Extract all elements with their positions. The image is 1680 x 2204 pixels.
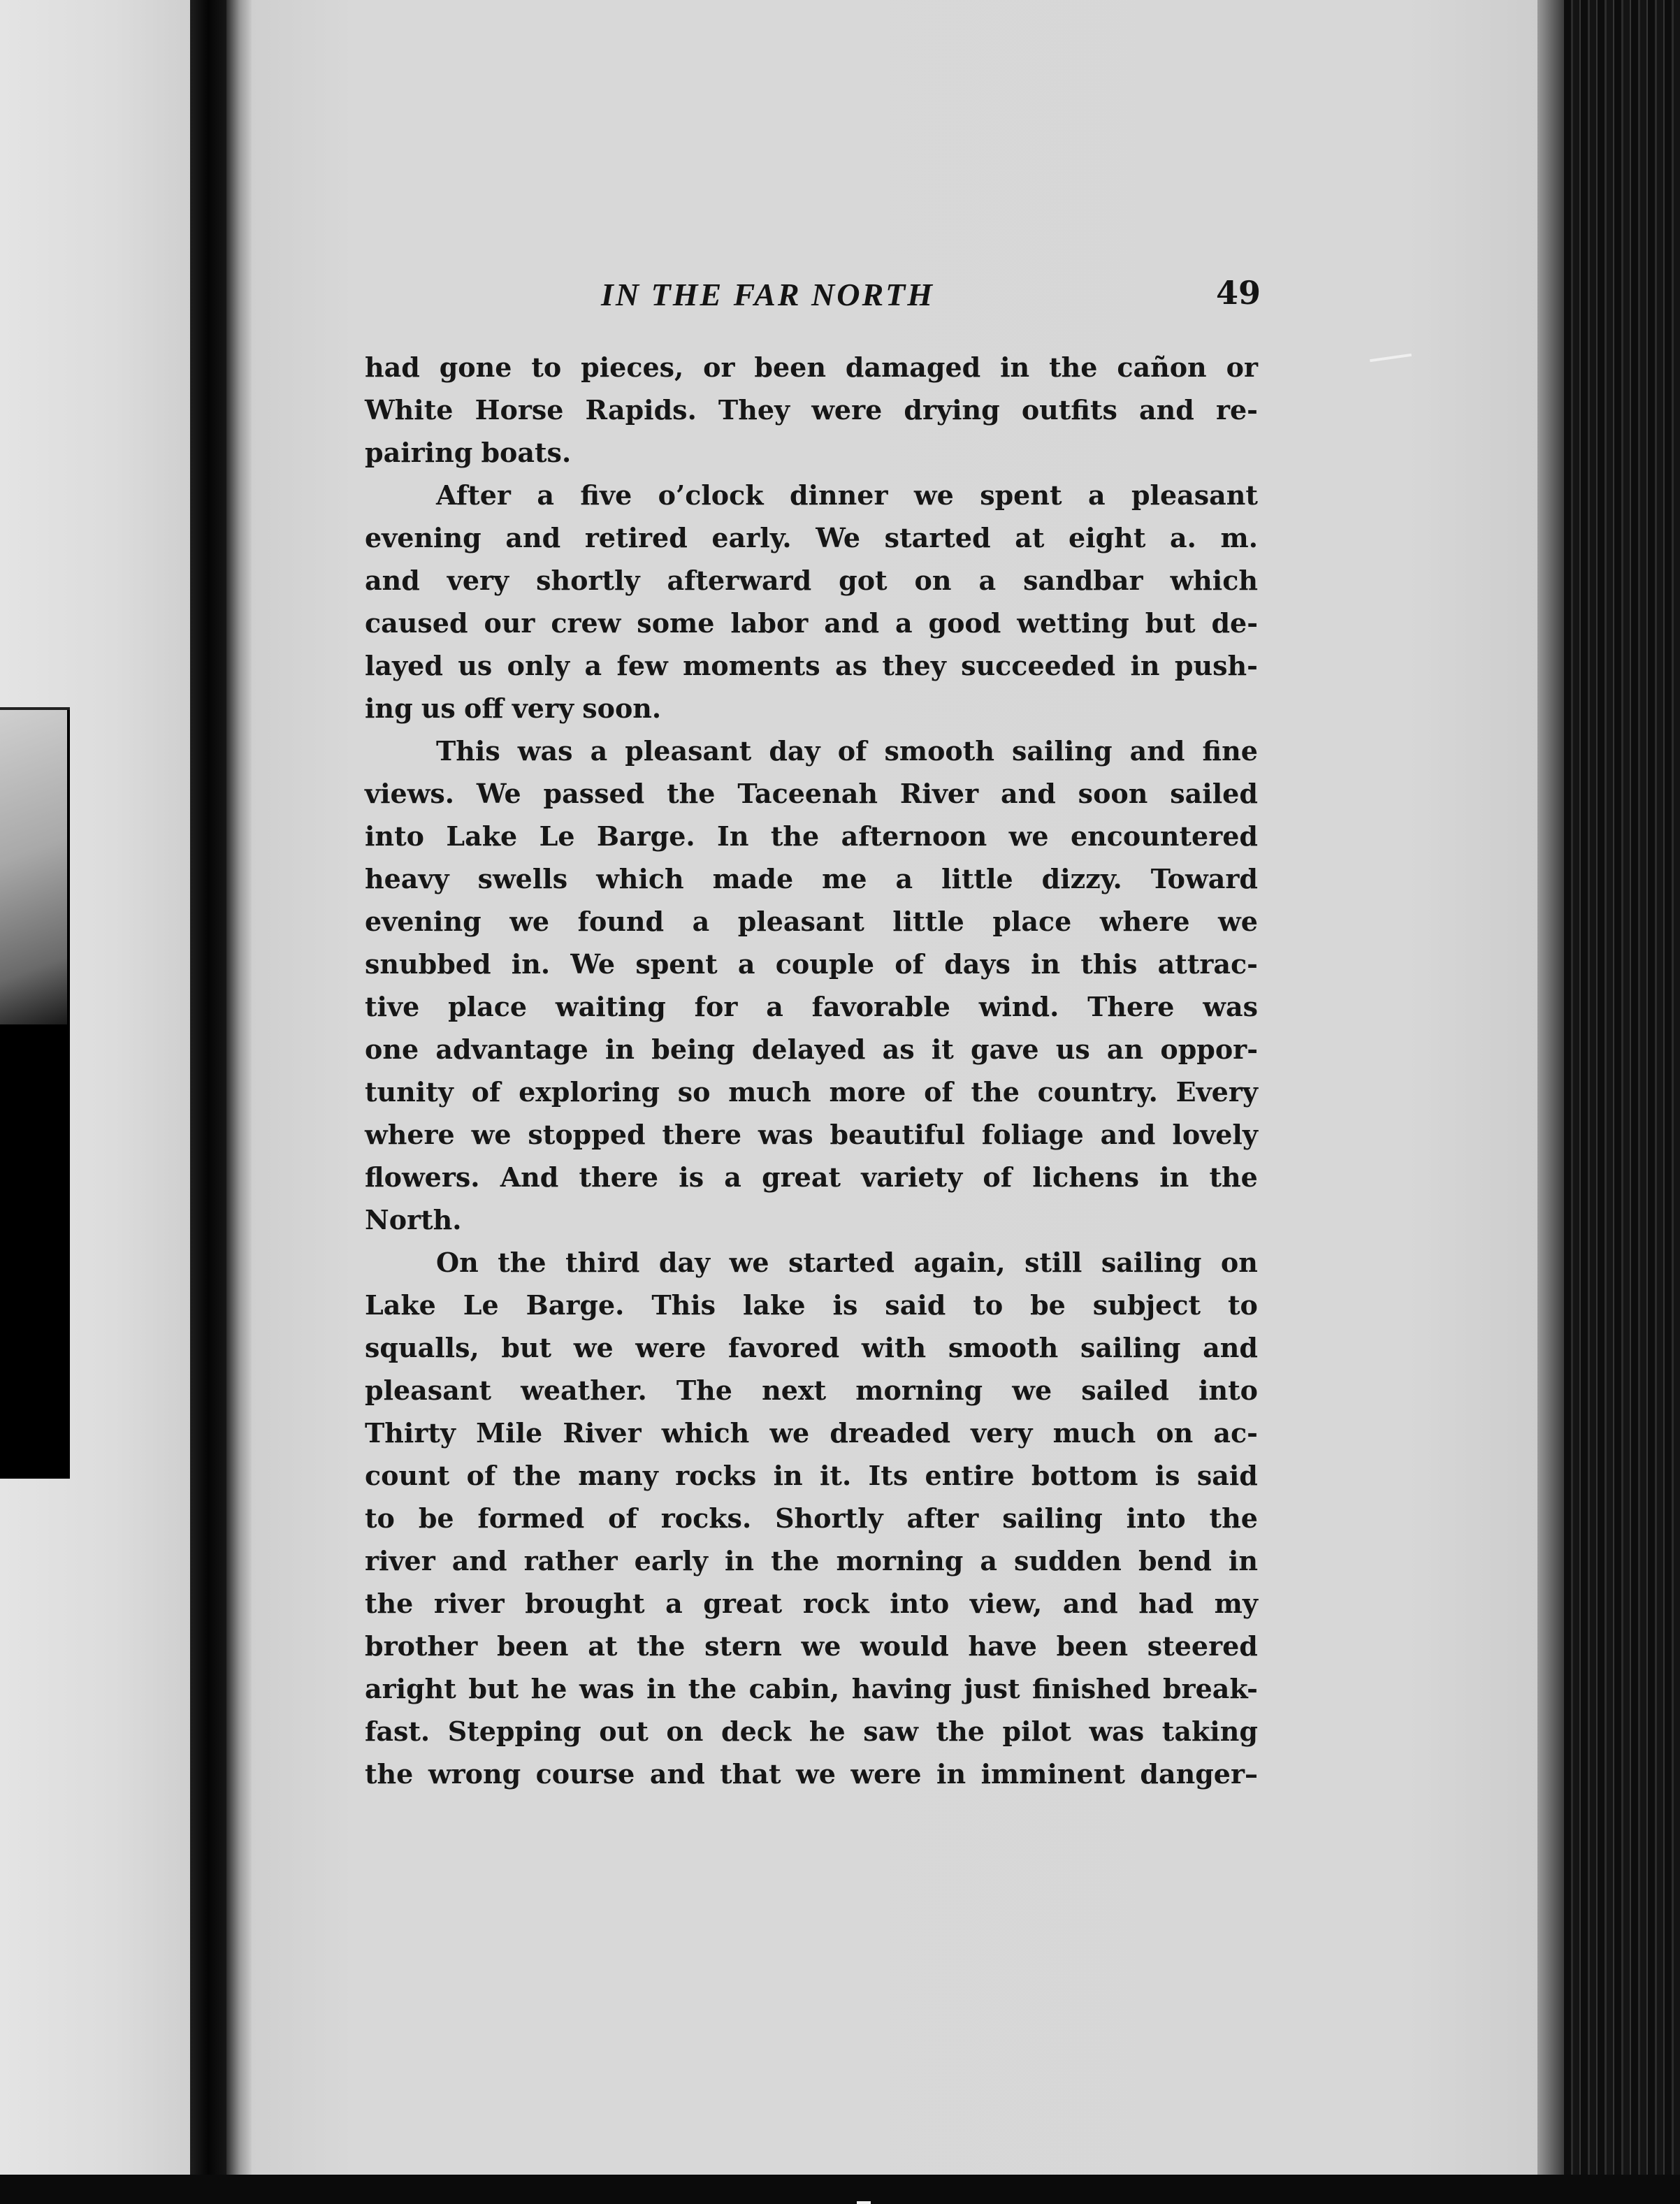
text-line: tunity of exploring so much more of the country. Every [365,1076,1258,1108]
text-line: evening and retired early. We started at eight a. m. [365,522,1258,553]
gutter-shadow [226,0,252,2175]
text-line: tive place waiting for a favorable wind. There was [365,991,1258,1022]
scan-speck [857,2201,871,2204]
text-line: layed us only a few moments as they succeeded in push- [365,650,1258,681]
text-line: the river brought a great rock into view, and had my [365,1588,1258,1619]
text-line: fast. Stepping out on deck he saw the pilot was taking [365,1716,1258,1747]
text-line: brother been at the stern we would have been steered [365,1630,1258,1662]
text-line: heavy swells which made me a little dizzy. Toward [365,863,1258,894]
text-line: pleasant weather. The next morning we sailed into [365,1375,1258,1406]
book-gutter [190,0,226,2175]
text-line: one advantage in being delayed as it gave us an oppor- [365,1034,1258,1065]
text-line: had gone to pieces, or been damaged in the cañon or [365,351,1258,383]
text-line: ing us off very soon. [365,693,662,724]
body-text [365,346,1258,1795]
text-line: North. [365,1204,462,1235]
text-line: views. We passed the Taceenah River and soon sailed [365,778,1258,809]
text-line: to be formed of rocks. Shortly after sailing into the [365,1502,1258,1534]
text-line: White Horse Rapids. They were drying outfits and re- [365,394,1258,426]
text-line: aright but he was in the cabin, having just finished break- [365,1673,1258,1704]
text-line: where we stopped there was beautiful foliage and lovely [365,1119,1258,1150]
text-line: flowers. And there is a great variety of lichens in the [365,1161,1258,1193]
text-line: Lake Le Barge. This lake is said to be subject to [365,1289,1258,1321]
text-line: the wrong course and that we were in imminent danger– [365,1758,1258,1790]
text-line: Thirty Mile River which we dreaded very much on ac- [365,1417,1258,1449]
text-line: evening we found a pleasant little place where we [365,906,1258,937]
text-line: and very shortly afterward got on a sandbar which [365,565,1258,596]
text-line: On the third day we started again, still sailing on [436,1247,1258,1278]
text-line: caused our crew some labor and a good wetting but de- [365,607,1258,639]
text-line: After a five o’clock dinner we spent a pleasant [436,479,1258,511]
page-stack-edges [1564,0,1680,2175]
left-page-edge [0,0,190,2175]
left-page-photograph-sky [0,710,67,1024]
page-right-edge [1537,0,1564,2175]
text-line: river and rather early in the morning a sudden bend in [365,1545,1258,1576]
text-line: snubbed in. We spent a couple of days in this attrac- [365,948,1258,980]
text-line: pairing boats. [365,437,572,468]
text-line: squalls, but we were favored with smooth sailing and [365,1332,1258,1363]
text-line: into Lake Le Barge. In the afternoon we encountered [365,820,1258,852]
running-head: IN THE FAR NORTH [601,277,935,312]
page-number: 49 [1216,274,1261,312]
text-line: This was a pleasant day of smooth sailing and fine [436,735,1258,767]
text-line: count of the many rocks in it. Its entire bottom is said [365,1460,1258,1491]
